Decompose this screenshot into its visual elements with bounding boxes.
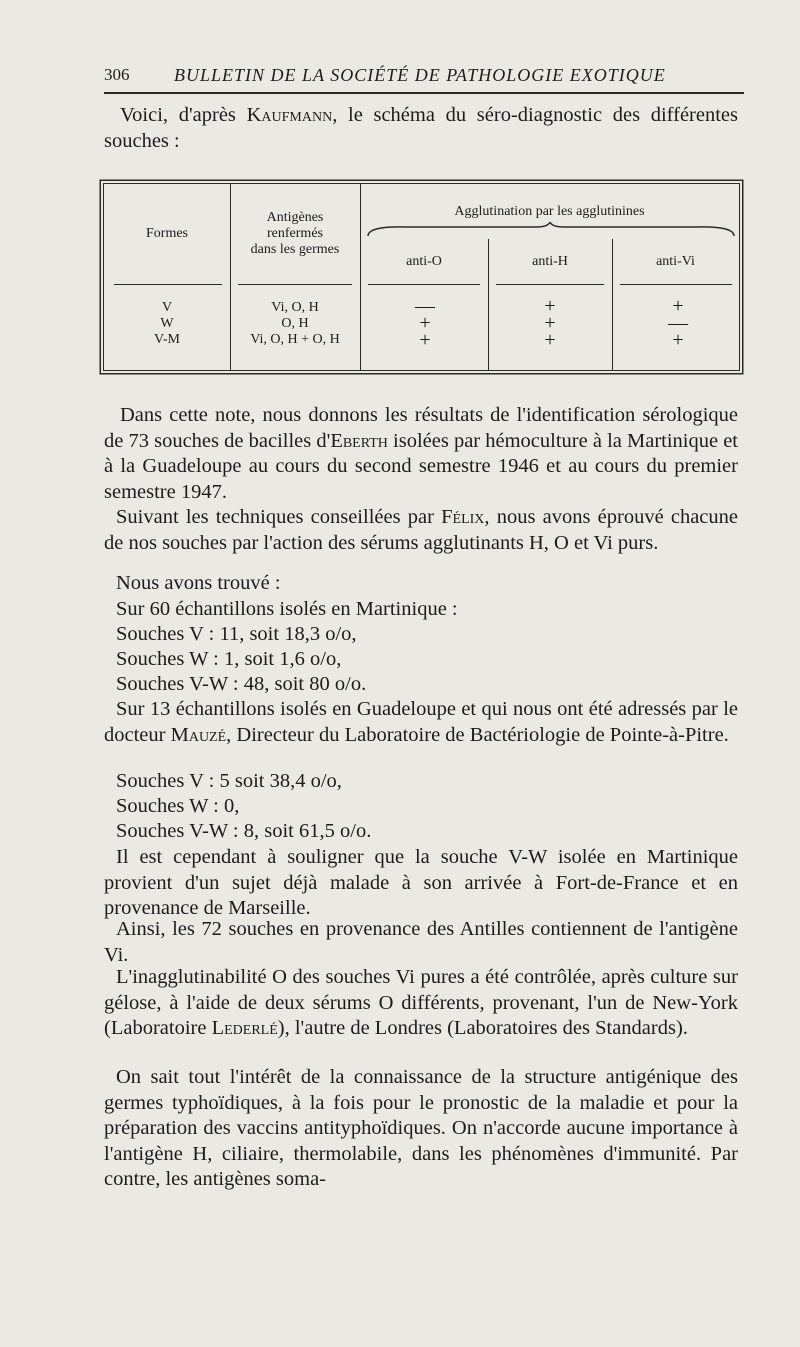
paragraph-6: L'inagglutinabilité O des souches Vi pures a été contrôlée, après culture sur gélose, à l'aide de deux sérums O différents, provenant, l'un de New-York (Laboratoire Lederlé), l'autre de Londres (Laboratoires des Standards).: [104, 966, 738, 1039]
brace-icon: [366, 222, 736, 240]
text-line: Souches V : 5 soit 38,4 o/o,: [116, 770, 342, 792]
row2-anti-o: +: [419, 312, 431, 334]
header-antigenes-3: dans les germes: [250, 242, 340, 257]
text-line: Souches W : 0,: [116, 795, 240, 817]
row3-antigenes: Vi, O, H + O, H: [250, 332, 340, 347]
header-anti-vi: anti-Vi: [656, 254, 695, 269]
row2-antigenes: O, H: [281, 316, 309, 331]
paragraph-1: Dans cette note, nous donnons les résultats de l'identification sérologique de 73 souches de bacilles d'Eberth isolées par hémoculture à la Martinique et à la Guadeloupe au cours du second semestre 1946 et au cours du premier semestre 1947.: [104, 404, 738, 503]
row1-anti-vi: +: [672, 295, 684, 317]
row3-anti-o: +: [419, 329, 431, 351]
running-header: [104, 62, 744, 94]
header-antigenes-1: Antigènes: [266, 210, 324, 225]
paragraph-5: Ainsi, les 72 souches en provenance des Antilles contiennent de l'antigène Vi.: [104, 918, 738, 966]
row2-anti-h: +: [544, 312, 556, 334]
serodiagnostic-table: [103, 183, 740, 371]
header-anti-h: anti-H: [532, 254, 568, 269]
paragraph-2: Suivant les techniques conseillées par Félix, nous avons éprouvé chacune de nos souches par l'action des sérums agglutinants H, O et Vi purs.: [104, 506, 738, 554]
row3-anti-h: +: [544, 329, 556, 351]
row1-anti-h: +: [544, 295, 556, 317]
paragraph-7: On sait tout l'intérêt de la connaissance de la structure antigénique des germes typhoïdiques, à la fois pour le pronostic de la maladie et pour la préparation des vaccins antityphoïdiques. On n'accorde aucune importance à l'antigène H, ciliaire, thermolabile, dans les phénomènes d'immunité. Par contre, les antigènes soma-: [104, 1066, 738, 1190]
row1-forme: V: [161, 300, 173, 315]
row2-forme: W: [160, 316, 174, 331]
paragraph-4: Il est cependant à souligner que la souche V-W isolée en Martinique provient d'un sujet déjà malade à son arrivée à Fort-de-France et en provenance de Marseille.: [104, 846, 738, 919]
header-agglutination: Agglutination par les agglutinines: [454, 204, 645, 219]
paragraph-3: Sur 13 échantillons isolés en Guadeloupe et qui nous ont été adressés par le docteur Mauzé, Directeur du Laboratoire de Bactériologie de Pointe-à-Pitre.: [104, 698, 738, 746]
header-antigenes-2: renfermés: [267, 226, 323, 241]
text-line: Sur 60 échantillons isolés en Martinique :: [116, 598, 458, 620]
text-line: Souches V : 11, soit 18,3 o/o,: [116, 623, 357, 645]
intro-paragraph: Voici, d'après Kaufmann, le schéma du séro-diagnostic des différentes souches :: [104, 104, 738, 152]
row1-antigenes: Vi, O, H: [271, 300, 319, 315]
page-number: 306: [104, 65, 130, 84]
header-anti-o: anti-O: [406, 254, 442, 269]
text-line: Souches V-W : 8, soit 61,5 o/o.: [116, 820, 372, 842]
header-formes: Formes: [146, 226, 188, 241]
row3-anti-vi: +: [672, 329, 684, 351]
row2-anti-vi: —: [668, 312, 688, 334]
text-line: Souches W : 1, soit 1,6 o/o,: [116, 648, 342, 670]
text-line: Nous avons trouvé :: [116, 572, 281, 594]
journal-title: BULLETIN DE LA SOCIÉTÉ DE PATHOLOGIE EXOTIQUE: [174, 65, 666, 85]
text-line: Souches V-W : 48, soit 80 o/o.: [116, 673, 367, 695]
row3-forme: V-M: [154, 332, 180, 347]
row1-anti-o: —: [415, 295, 435, 317]
